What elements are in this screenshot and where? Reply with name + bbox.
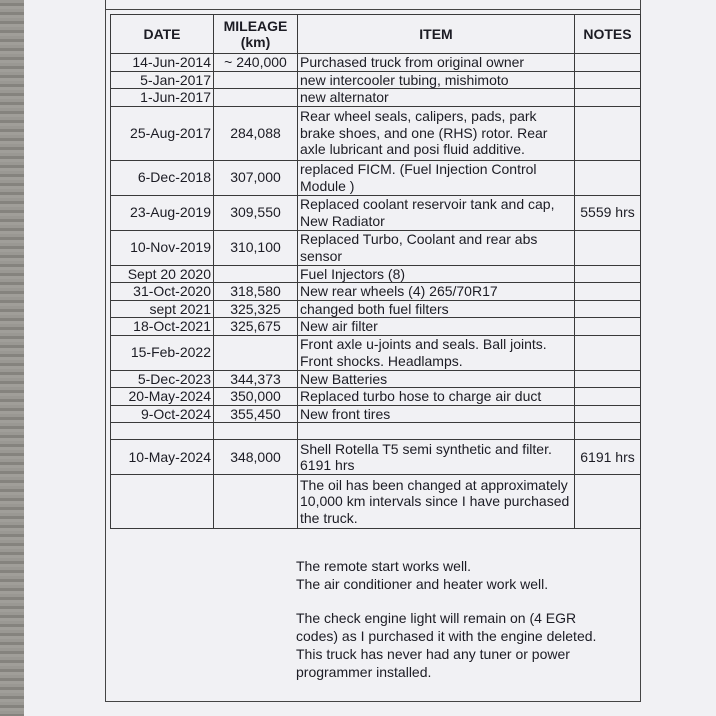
table-row — [111, 71, 641, 89]
table-row — [111, 300, 641, 318]
cell-notes — [575, 265, 641, 283]
cell-date — [111, 423, 214, 440]
cell-date: 6-Dec-2018 — [111, 160, 214, 195]
closing-line-remote-start: The remote start works well. — [296, 558, 472, 574]
cell-item: New rear wheels (4) 265/70R17 — [298, 283, 575, 301]
table-row — [111, 405, 641, 423]
table-row — [111, 106, 641, 160]
cell-notes — [575, 475, 641, 529]
table-row — [111, 265, 641, 283]
cell-notes — [575, 300, 641, 318]
cell-item: New front tires — [298, 405, 575, 423]
table-row — [111, 335, 641, 370]
cell-date: 25-Aug-2017 — [111, 106, 214, 160]
cell-item: Fuel Injectors (8) — [298, 265, 575, 283]
table-row — [111, 230, 641, 265]
cell-item: new alternator — [298, 89, 575, 107]
cell-mileage — [214, 475, 298, 529]
cell-date: 31-Oct-2020 — [111, 283, 214, 301]
cell-item: Rear wheel seals, calipers, pads, park brake shoes, and one (RHS) rotor. Rear axle lubricant and posi fluid additive. — [298, 106, 575, 160]
cell-date: 10-Nov-2019 — [111, 230, 214, 265]
cell-notes — [575, 71, 641, 89]
background-surface — [0, 0, 26, 716]
closing-line-air-conditioner: The air conditioner and heater work well. — [296, 576, 549, 592]
table-header-row — [111, 15, 641, 54]
cell-item: new intercooler tubing, mishimoto — [298, 71, 575, 89]
cell-mileage: 344,373 — [214, 370, 298, 388]
cell-notes — [575, 106, 641, 160]
table-row — [111, 475, 641, 529]
table-row — [111, 388, 641, 406]
cell-date — [111, 475, 214, 529]
cell-mileage: ~ 240,000 — [214, 54, 298, 72]
cell-date: 18-Oct-2021 — [111, 318, 214, 336]
cell-item: Front axle u-joints and seals. Ball joints. Front shocks. Headlamps. — [298, 335, 575, 370]
table-row — [111, 283, 641, 301]
table-body — [111, 54, 641, 529]
header-date: DATE — [111, 15, 214, 54]
header-item: ITEM — [298, 15, 575, 54]
cell-date: 15-Feb-2022 — [111, 335, 214, 370]
cell-item: Replaced turbo hose to charge air duct — [298, 388, 575, 406]
cell-notes — [575, 89, 641, 107]
cell-date: 20-May-2024 — [111, 388, 214, 406]
cell-notes — [575, 370, 641, 388]
cell-notes — [575, 160, 641, 195]
cell-mileage: 348,000 — [214, 440, 298, 475]
cell-notes — [575, 283, 641, 301]
cell-date: 1-Jun-2017 — [111, 89, 214, 107]
cell-date: 5-Jan-2017 — [111, 71, 214, 89]
cell-date: 23-Aug-2019 — [111, 195, 214, 230]
table-row — [111, 318, 641, 336]
cell-date: 9-Oct-2024 — [111, 405, 214, 423]
cell-date: Sept 20 2020 — [111, 265, 214, 283]
cell-mileage — [214, 265, 298, 283]
cell-mileage: 309,550 — [214, 195, 298, 230]
cell-notes: 6191 hrs — [575, 440, 641, 475]
cell-notes — [575, 405, 641, 423]
table-row — [111, 89, 641, 107]
cell-notes — [575, 423, 641, 440]
cell-item: Purchased truck from original owner — [298, 54, 575, 72]
cell-item: Replaced coolant reservoir tank and cap, New Radiator — [298, 195, 575, 230]
cell-item: Replaced Turbo, Coolant and rear abs sensor — [298, 230, 575, 265]
cell-notes — [575, 318, 641, 336]
cell-notes — [575, 230, 641, 265]
cell-notes: 5559 hrs — [575, 195, 641, 230]
cell-mileage: 310,100 — [214, 230, 298, 265]
cell-item: New air filter — [298, 318, 575, 336]
cell-mileage — [214, 335, 298, 370]
cell-item: replaced FICM. (Fuel Injection Control Module ) — [298, 160, 575, 195]
cell-mileage: 325,325 — [214, 300, 298, 318]
cell-mileage — [214, 423, 298, 440]
closing-notes — [296, 557, 616, 681]
table-row — [111, 440, 641, 475]
header-mileage: MILEAGE (km) — [214, 15, 298, 54]
table-row — [111, 423, 641, 440]
cell-notes — [575, 54, 641, 72]
cell-mileage: 325,675 — [214, 318, 298, 336]
maintenance-log-table — [110, 14, 641, 529]
table-row — [111, 195, 641, 230]
cell-mileage — [214, 89, 298, 107]
cell-item: New Batteries — [298, 370, 575, 388]
cell-date: 5-Dec-2023 — [111, 370, 214, 388]
table-row — [111, 160, 641, 195]
closing-line-check-engine: The check engine light will remain on (4 EGR codes) as I purchased it with the engine deleted. This truck has never had any tuner or power programmer installed. — [296, 610, 597, 680]
cell-item: The oil has been changed at approximately 10,000 km intervals since I have purchased the truck. — [298, 475, 575, 529]
cell-notes — [575, 335, 641, 370]
header-notes: NOTES — [575, 15, 641, 54]
table-row — [111, 54, 641, 72]
cell-date: 14-Jun-2014 — [111, 54, 214, 72]
cell-item — [298, 423, 575, 440]
cell-item: changed both fuel filters — [298, 300, 575, 318]
cell-item: Shell Rotella T5 semi synthetic and filter. 6191 hrs — [298, 440, 575, 475]
cell-date: 10-May-2024 — [111, 440, 214, 475]
cell-mileage: 355,450 — [214, 405, 298, 423]
cell-notes — [575, 388, 641, 406]
cell-mileage: 284,088 — [214, 106, 298, 160]
cell-mileage: 307,000 — [214, 160, 298, 195]
table-row — [111, 370, 641, 388]
cell-mileage: 318,580 — [214, 283, 298, 301]
cell-mileage — [214, 71, 298, 89]
cell-mileage: 350,000 — [214, 388, 298, 406]
cell-date: sept 2021 — [111, 300, 214, 318]
